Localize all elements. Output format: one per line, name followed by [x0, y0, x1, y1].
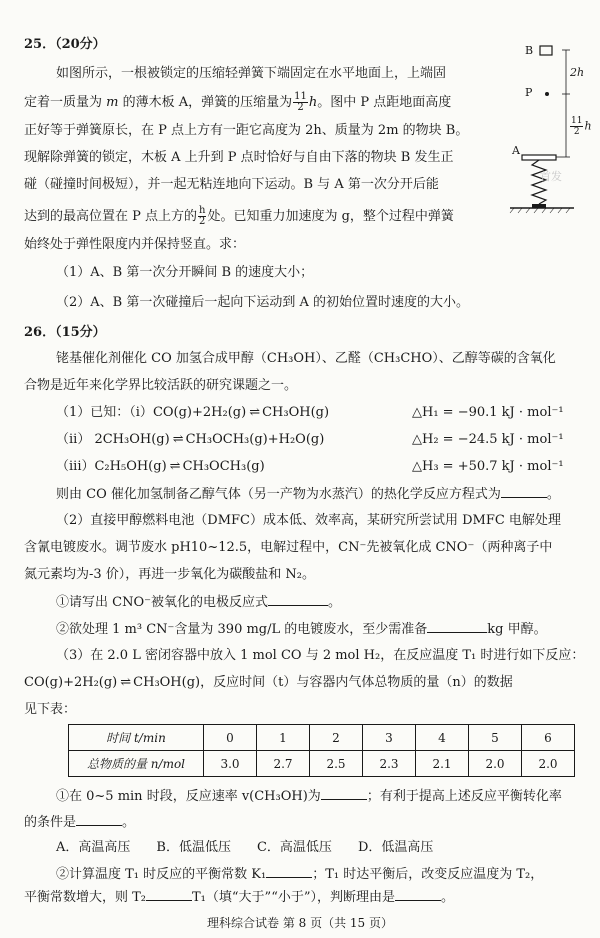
- table-cell: 2.1: [416, 751, 469, 777]
- q26-part2-q2: ②欲处理 1 m³ CN⁻含量为 390 mg/L 的电镀废水，至少需准备 kg 甲醇。: [56, 622, 547, 637]
- q26-reaction3: （iii）C₂H₅OH(g) ⇌ CH₃OCH₃(g): [56, 459, 265, 474]
- table-cell: 5: [469, 725, 522, 751]
- q26-part3-q1: ①在 0~5 min 时段，反应速率 v(CH₃OH)为 ；有利于提高上述反应平衡转化率: [56, 789, 562, 804]
- q26-part2-line1: （2）直接甲醇燃料电池（DMFC）成本低、效率高，某研究所尝试用 DMFC 电解处理: [56, 513, 561, 528]
- table-cell: 3.0: [204, 751, 257, 777]
- q25-line1: 如图所示，一根被锁定的压缩轻弹簧下端固定在水平地面上，上端固: [56, 66, 447, 81]
- fraction-h-halves: $\frac{h}{2}$: [199, 205, 206, 227]
- option-a: A．高温高压: [56, 840, 131, 855]
- table-cell: 2.0: [522, 751, 575, 777]
- equilibrium-arrow-icon: ⇌: [120, 675, 131, 690]
- label-2h: 2h: [570, 66, 585, 79]
- q26-dh3: △H₃ = +50.7 kJ · mol⁻¹: [412, 459, 564, 474]
- table-cell: 2.5: [310, 751, 363, 777]
- page-footer: 理科综合试卷 第 8 页（共 15 页）: [207, 916, 393, 930]
- equilibrium-arrow-icon: ⇌: [172, 432, 183, 447]
- q26-part1-question: 则由 CO 催化加氢制备乙醇气体（另一产物为水蒸汽）的热化学反应方程式为 。: [56, 487, 560, 502]
- answer-blank[interactable]: [501, 485, 547, 498]
- q26-reaction2: （ii） 2CH₃OH(g) ⇌ CH₃OCH₃(g)+H₂O(g): [56, 432, 325, 447]
- table-cell: 1: [257, 725, 310, 751]
- answer-blank[interactable]: [427, 620, 487, 633]
- table-row: [69, 751, 575, 777]
- q26-options: [56, 839, 586, 857]
- label-a: A: [512, 144, 520, 157]
- q25-line6: 达到的最高位置在 P 点上方的 $\frac{h}{2}$ 处。已知重力加速度为 g，整个过程中弹簧: [24, 205, 454, 227]
- table-cell: 2: [310, 725, 363, 751]
- option-d: D．低温高压: [357, 840, 434, 855]
- q26-dh1: △H₁ = −90.1 kJ · mol⁻¹: [412, 405, 564, 420]
- answer-blank[interactable]: [146, 888, 192, 901]
- option-b: B．低温低压: [156, 840, 231, 855]
- q26-part2-q1: ①请写出 CNO⁻被氧化的电极反应式 。: [56, 595, 341, 610]
- q26-part3-q2: ②计算温度 T₁ 时反应的平衡常数 K₁ ；T₁ 时达平衡后，改变反应温度为 T₂，: [56, 867, 544, 882]
- table-cell: 2.7: [257, 751, 310, 777]
- q26-part2-line3: 氮元素均为-3 价），再进一步氧化为碳酸盐和 N₂。: [24, 567, 316, 582]
- table-cell: 0: [204, 725, 257, 751]
- q25-line2: 定着一质量为 m 的薄木板 A，弹簧的压缩量为 $\frac{11}{2}$ h。图中 P 点距地面高度: [24, 91, 452, 113]
- q26-part3-line2: CO(g)+2H₂(g) ⇌ CH₃OH(g)，反应时间（t）与容器内气体总物质的量（n）的数据: [24, 675, 513, 690]
- data-table: [68, 724, 575, 777]
- q25-subq2: （2）A、B 第一次碰撞后一起向下运动到 A 的初始位置时速度的大小。: [56, 295, 469, 310]
- q25-subq1: （1）A、B 第一次分开瞬间 B 的速度大小；: [56, 265, 314, 280]
- q25-line7: 始终处于弹性限度内并保持竖直。求：: [24, 237, 246, 252]
- q26-heading: 26．（15分）: [24, 325, 106, 340]
- table-cell: 4: [416, 725, 469, 751]
- q26-part3-line1: （3）在 2.0 L 密闭容器中放入 1 mol CO 与 2 mol H₂，在反应温度 T₁ 时进行如下反应：: [56, 648, 585, 663]
- label-p: P: [525, 86, 533, 99]
- board-a: [522, 155, 556, 160]
- q26-part3-line3: 见下表：: [24, 702, 77, 717]
- point-p: [545, 92, 549, 96]
- equilibrium-arrow-icon: ⇌: [249, 405, 260, 420]
- block-b: [540, 46, 552, 55]
- answer-blank[interactable]: [76, 813, 122, 826]
- q26-intro2: 合物是近年来化学界比较活跃的研究课题之一。: [24, 378, 298, 393]
- q26-dh2: △H₂ = −24.5 kJ · mol⁻¹: [412, 432, 564, 447]
- q26-intro1: 铑基催化剂催化 CO 加氢合成甲醇（CH₃OH）、乙醛（CH₃CHO）、乙醇等碳的含氧化: [56, 351, 556, 366]
- answer-blank[interactable]: [266, 865, 312, 878]
- watermark: 首发: [540, 170, 562, 183]
- q26-reaction1: （1）已知：（i）CO(g)+2H₂(g) ⇌ CH₃OH(g): [56, 405, 330, 420]
- answer-blank[interactable]: [395, 888, 441, 901]
- answer-blank[interactable]: [321, 787, 367, 800]
- option-c: C．高温低压: [256, 840, 332, 855]
- fraction-eleven-halves: $\frac{11}{2}$: [294, 91, 307, 113]
- q26-part3-q1-cont: 的条件是 。: [24, 815, 136, 830]
- q25-line5: 碰（碰撞时间极短），并一起无粘连地向下运动。B 与 A 第一次分开后能: [24, 177, 439, 192]
- equilibrium-arrow-icon: ⇌: [169, 459, 180, 474]
- label-b: B: [525, 44, 534, 57]
- table-cell: 3: [363, 725, 416, 751]
- spring-figure: [492, 44, 592, 224]
- table-cell: 6: [522, 725, 575, 751]
- q26-part3-q2-cont: 平衡常数增大，则 T₂ T₁（填“大于”“小于”），判断理由是 。: [24, 890, 454, 905]
- table-header-amount: 总物质的量 n/mol: [69, 751, 204, 777]
- table-header-time: 时间 t/min: [69, 725, 204, 751]
- answer-blank[interactable]: [268, 593, 328, 606]
- table-cell: 2.0: [469, 751, 522, 777]
- q25-heading: 25．（20分）: [24, 37, 106, 52]
- label-11-2h: $\frac{11}{2}$ h: [571, 116, 592, 137]
- q25-line3: 正好等于弹簧原长，在 P 点上方有一距它高度为 2h、质量为 2m 的物块 B。: [24, 123, 469, 138]
- q25-line4: 现解除弹簧的锁定，木板 A 上升到 P 点时恰好与自由下落的物块 B 发生正: [24, 150, 454, 165]
- table-row: [69, 725, 575, 751]
- q26-part2-line2: 含氰电镀废水。调节废水 pH10~12.5，电解过程中，CN⁻先被氧化成 CNO⁻（两种离子中: [24, 540, 553, 555]
- table-cell: 2.3: [363, 751, 416, 777]
